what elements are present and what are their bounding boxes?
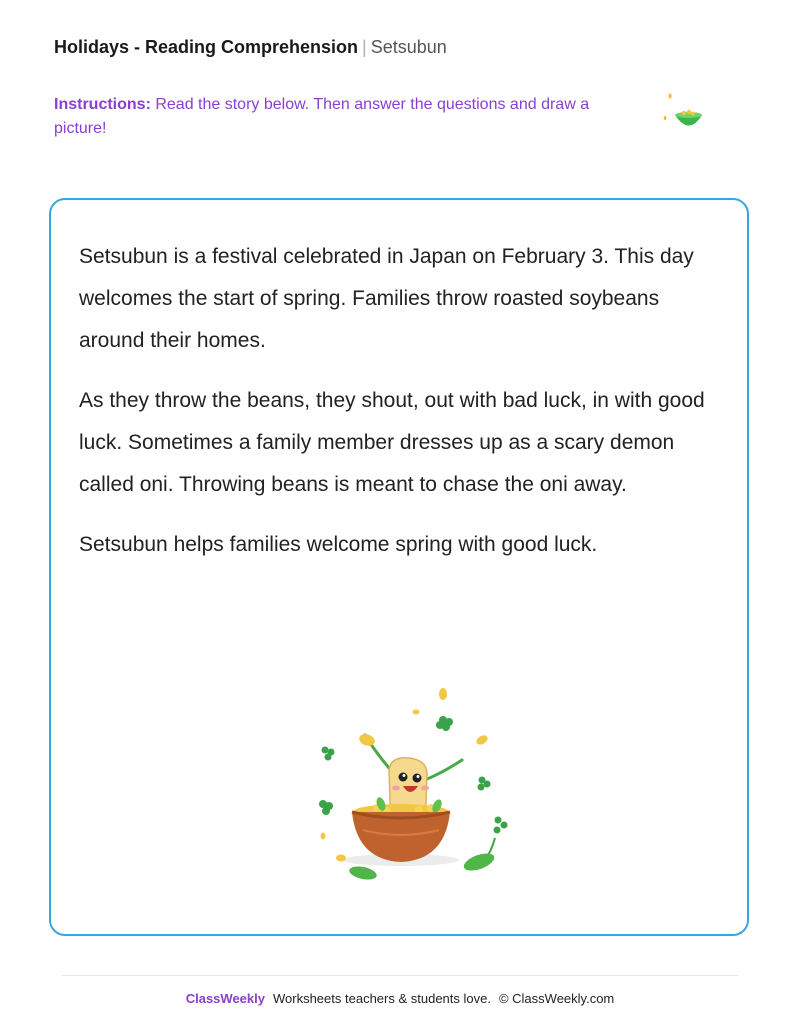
footer-divider — [62, 975, 738, 976]
worksheet-subtitle: Setsubun — [370, 37, 447, 57]
instructions-text: Read the story below. Then answer the questions and draw a picture! — [54, 96, 590, 137]
footer-copyright: © ClassWeekly.com — [498, 991, 615, 1006]
story-box — [49, 198, 749, 936]
worksheet-header — [54, 37, 447, 58]
instructions-label: Instructions: — [54, 96, 151, 113]
footer — [0, 991, 800, 1006]
worksheet-title: Holidays - Reading Comprehension — [54, 37, 359, 57]
bean-bowl-icon — [655, 88, 711, 138]
footer-tagline: Worksheets teachers & students love. — [272, 991, 491, 1006]
story-text — [79, 236, 719, 584]
footer-brand: ClassWeekly — [185, 991, 265, 1006]
instructions — [54, 93, 614, 141]
title-separator: | — [362, 37, 367, 57]
story-paragraph: As they throw the beans, they shout, out with bad luck, in with good luck. Sometimes a family member dresses up as a scary demon called oni. Throwing beans is meant to chase the oni away. — [79, 389, 705, 496]
story-paragraph: Setsubun helps families welcome spring with good luck. — [79, 533, 598, 556]
story-paragraph: Setsubun is a festival celebrated in Japan on February 3. This day welcomes the start of spring. Families throw roasted soybeans around their homes. — [79, 245, 694, 352]
happy-soybean-bowl-illustration — [299, 680, 519, 890]
